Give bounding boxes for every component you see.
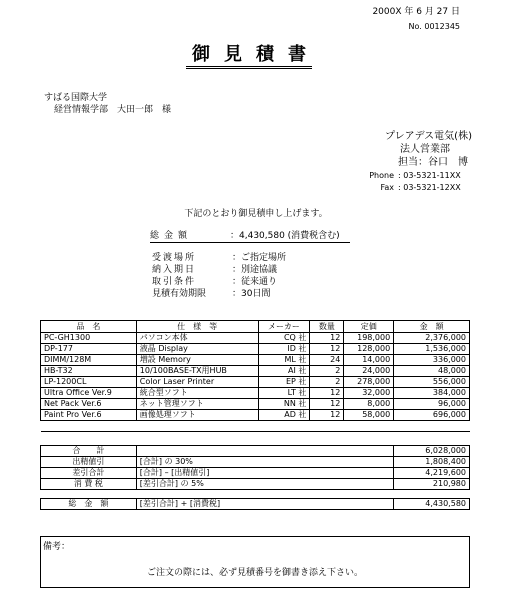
cell-price: 198,000: [344, 333, 394, 344]
phone-label: Phone: [369, 171, 394, 180]
cell-maker: LT 社: [258, 388, 310, 399]
term-row: [152, 252, 286, 264]
issue-date: 2000X 年 6 月 27 日: [372, 7, 460, 17]
term-label: 取引条件: [152, 277, 197, 287]
summary-desc: [合計] の 30%: [136, 457, 393, 468]
table-row: [41, 410, 470, 421]
grand-total-desc: [差引合計] + [消費税]: [136, 499, 393, 510]
cell-amount: 556,000: [394, 377, 470, 388]
cell-name: DP-177: [41, 344, 137, 355]
cell-spec: 増設 Memory: [136, 355, 258, 366]
contact-block: [350, 170, 461, 194]
cell-qty: 2: [310, 377, 344, 388]
table-row: [41, 344, 470, 355]
cell-price: 8,000: [344, 399, 394, 410]
cell-maker: AD 社: [258, 410, 310, 421]
cell-spec: Color Laser Printer: [136, 377, 258, 388]
cell-amount: 696,000: [394, 410, 470, 421]
recipient-person: 経営情報学部 大田一郎 様: [54, 105, 172, 115]
cell-qty: 12: [310, 333, 344, 344]
cell-name: Ultra Office Ver.9: [41, 388, 137, 399]
table-row: [41, 355, 470, 366]
cell-spec: 液晶 Display: [136, 344, 258, 355]
cell-price: 32,000: [344, 388, 394, 399]
term-value: ：別途協議: [232, 265, 278, 275]
cell-maker: AI 社: [258, 366, 310, 377]
total-amount-label: 総金額: [150, 231, 193, 241]
cell-amount: 1,536,000: [394, 344, 470, 355]
cell-qty: 24: [310, 355, 344, 366]
phone-value: : 03-5321-11XX: [398, 171, 461, 180]
table-row: [41, 399, 470, 410]
cell-qty: 12: [310, 410, 344, 421]
table-row: [41, 377, 470, 388]
col-header-name: 品 名: [41, 321, 137, 333]
cell-qty: 12: [310, 388, 344, 399]
intro-text: 下記のとおり御見積申し上げます。: [184, 209, 328, 219]
fax-value: : 03-5321-12XX: [398, 183, 461, 192]
grand-total-row: [41, 499, 470, 510]
fax-row: [350, 182, 461, 194]
grand-total-value: 4,430,580: [394, 499, 470, 510]
term-row: [152, 264, 286, 276]
cell-amount: 48,000: [394, 366, 470, 377]
cell-spec: パソコン本体: [136, 333, 258, 344]
table-row-blank: [41, 421, 470, 432]
term-row: [152, 288, 286, 300]
company-name: プレアデス電気(株): [384, 131, 472, 142]
cell-price: 24,000: [344, 366, 394, 377]
total-amount-value: ：4,430,580 (消費税含む): [230, 231, 340, 241]
cell-spec: ネット管理ソフト: [136, 399, 258, 410]
cell-price: 278,000: [344, 377, 394, 388]
cell-amount: 96,000: [394, 399, 470, 410]
summary-desc: [136, 446, 393, 457]
document-number: No. 0012345: [408, 22, 460, 31]
cell-qty: 12: [310, 399, 344, 410]
cell-amount: 2,376,000: [394, 333, 470, 344]
cell-qty: 2: [310, 366, 344, 377]
term-value: ：ご指定場所: [232, 253, 287, 263]
table-row: [41, 366, 470, 377]
cell-price: 14,000: [344, 355, 394, 366]
cell-maker: CQ 社: [258, 333, 310, 344]
cell-spec: 10/100BASE-TX用HUB: [136, 366, 258, 377]
company-contact: 担当：谷口 博: [398, 157, 468, 168]
summary-value: 1,808,400: [394, 457, 470, 468]
col-header-spec: 仕 様 等: [136, 321, 258, 333]
summary-row-subtotal: [41, 446, 470, 457]
remarks-text: ご注文の際には、必ず見積番号を御書き添え下さい。: [146, 568, 363, 578]
cell-maker: ID 社: [258, 344, 310, 355]
company-dept: 法人営業部: [400, 144, 450, 155]
term-label: 納入期日: [152, 265, 197, 275]
title-underline-double: [186, 68, 312, 69]
cell-spec: 統合型ソフト: [136, 388, 258, 399]
cell-name: DIMM/128M: [41, 355, 137, 366]
cell-name: LP-1200CL: [41, 377, 137, 388]
summary-value: 210,980: [394, 479, 470, 490]
summary-spacer: [41, 490, 470, 499]
summary-value: 4,219,600: [394, 468, 470, 479]
phone-row: [350, 170, 461, 182]
col-header-price: 定価: [344, 321, 394, 333]
cell-maker: ML 社: [258, 355, 310, 366]
summary-row-tax: [41, 479, 470, 490]
cell-name: HB-T32: [41, 366, 137, 377]
summary-table: [40, 445, 470, 510]
fax-label: Fax: [380, 183, 394, 192]
summary-desc: [差引合計] の 5%: [136, 479, 393, 490]
term-label: 受渡場所: [152, 253, 197, 263]
cell-maker: EP 社: [258, 377, 310, 388]
cell-spec: 画像処理ソフト: [136, 410, 258, 421]
grand-total-label: 総 金 額: [41, 499, 137, 510]
term-label: 見積有効期限: [152, 289, 207, 299]
title-underline: [186, 66, 312, 67]
total-amount-line: [150, 228, 350, 243]
summary-desc: [合計] – [出精値引]: [136, 468, 393, 479]
cell-amount: 384,000: [394, 388, 470, 399]
remarks-box: [40, 536, 470, 588]
cell-name: PC-GH1300: [41, 333, 137, 344]
cell-name: Net Pack Ver.6: [41, 399, 137, 410]
summary-row-net: [41, 468, 470, 479]
term-value: ：30日間: [232, 289, 271, 299]
terms-block: [152, 252, 286, 300]
summary-label: 合 計: [41, 446, 137, 457]
table-row: [41, 388, 470, 399]
term-value: ：従来通り: [232, 277, 278, 287]
document-title: 御見積書: [192, 44, 320, 65]
summary-value: 6,028,000: [394, 446, 470, 457]
items-header-row: [41, 321, 470, 333]
issuer-company: [294, 130, 472, 169]
items-table: [40, 320, 470, 432]
summary-label: 差引合計: [41, 468, 137, 479]
remarks-label: 備考：: [43, 542, 71, 552]
col-header-qty: 数量: [310, 321, 344, 333]
cell-qty: 12: [310, 344, 344, 355]
col-header-amount: 金 額: [394, 321, 470, 333]
cell-price: 58,000: [344, 410, 394, 421]
cell-price: 128,000: [344, 344, 394, 355]
summary-label: 消 費 税: [41, 479, 137, 490]
cell-maker: NN 社: [258, 399, 310, 410]
recipient-org: すばる国際大学: [44, 93, 108, 103]
cell-name: Paint Pro Ver.6: [41, 410, 137, 421]
summary-row-discount: [41, 457, 470, 468]
col-header-maker: メーカー: [258, 321, 310, 333]
cell-amount: 336,000: [394, 355, 470, 366]
term-row: [152, 276, 286, 288]
table-row: [41, 333, 470, 344]
summary-label: 出精値引: [41, 457, 137, 468]
